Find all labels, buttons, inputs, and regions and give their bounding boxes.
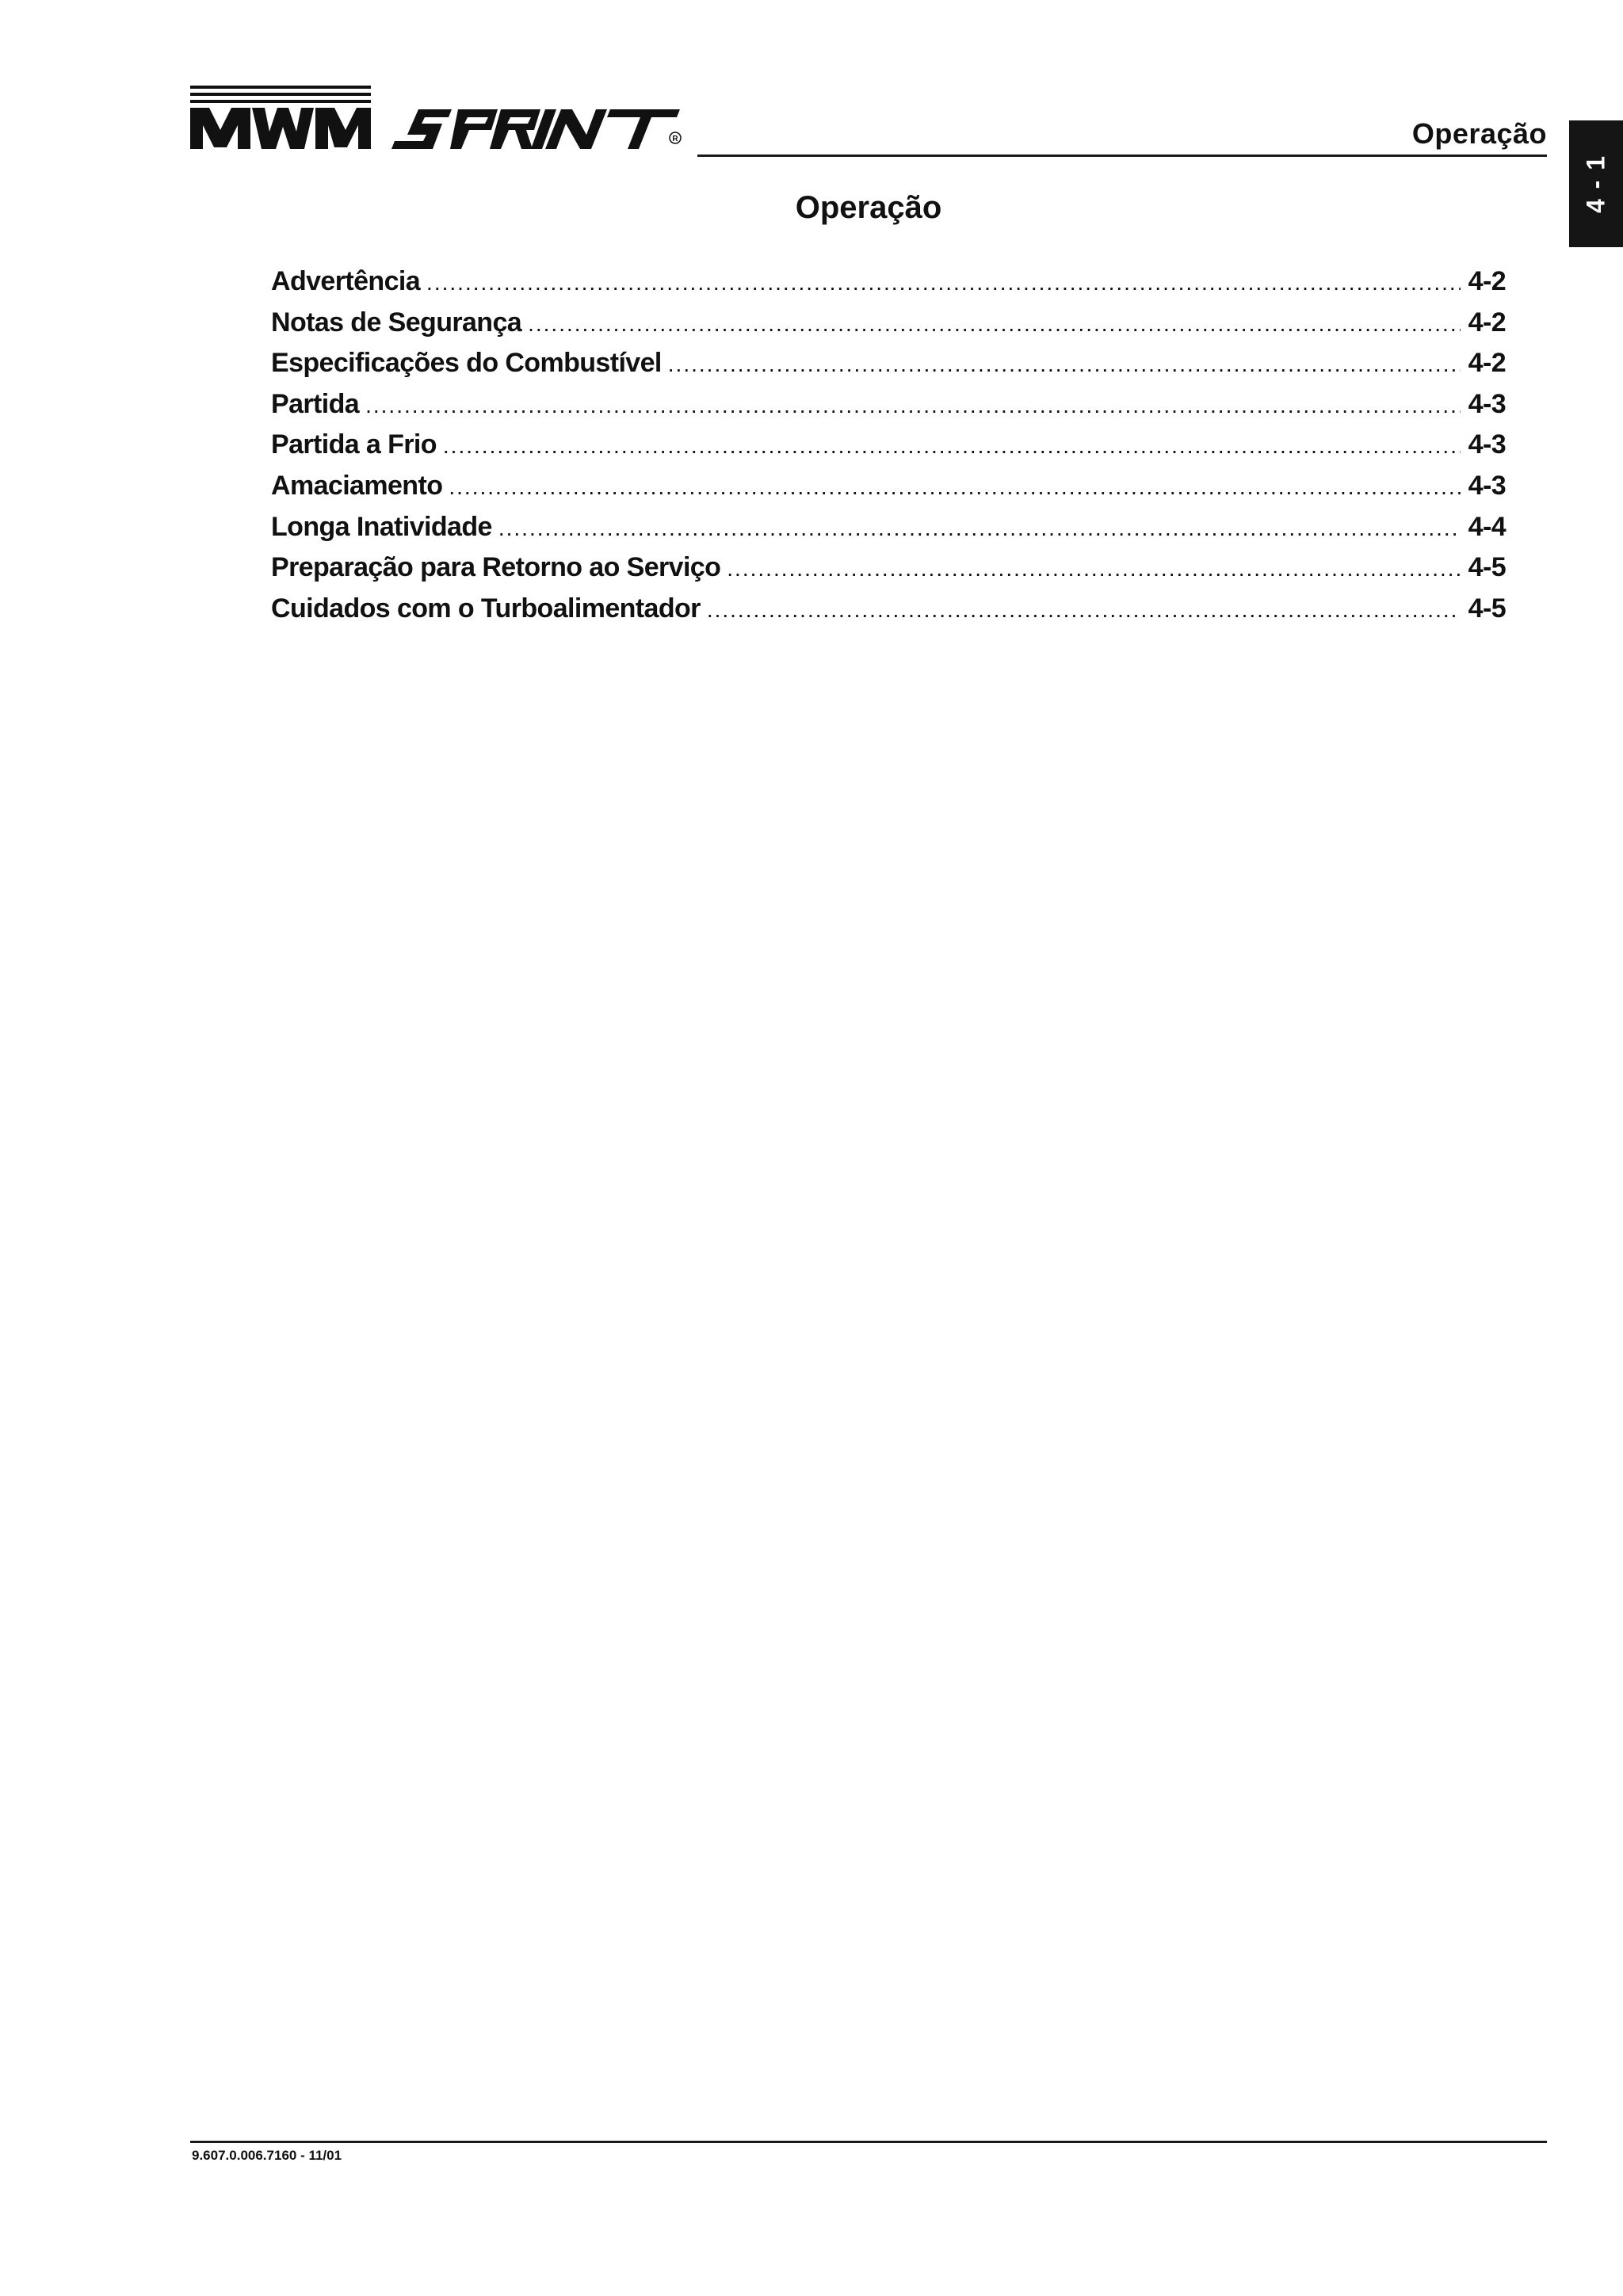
toc-dot-leader (426, 270, 1461, 296)
svg-text:R: R (672, 135, 678, 143)
toc-entry-page: 4-3 (1468, 429, 1506, 460)
toc-entry-title: Preparação para Retorno ao Serviço (271, 552, 721, 583)
toc-entry-title: Notas de Segurança (271, 307, 522, 338)
toc-entry-title: Cuidados com o Turboalimentador (271, 593, 701, 624)
brand-logo (190, 86, 696, 154)
toc-entry-page: 4-4 (1468, 511, 1506, 542)
toc-dot-leader (668, 352, 1461, 377)
toc-entry-page: 4-3 (1468, 388, 1506, 419)
toc-entry-page: 4-2 (1468, 307, 1506, 338)
header-rule (697, 154, 1547, 157)
toc-dot-leader (528, 311, 1461, 337)
toc-entry-page: 4-5 (1468, 593, 1506, 624)
toc-entry-title: Advertência (271, 266, 421, 296)
toc-entry[interactable] (271, 348, 1506, 389)
toc-entry[interactable] (271, 429, 1506, 471)
toc-entry[interactable] (271, 552, 1506, 593)
header-section-title: Operação (1411, 117, 1547, 150)
toc-dot-leader (498, 516, 1461, 541)
chapter-page-number: 4 - 1 (1581, 154, 1610, 214)
toc-entry[interactable] (271, 266, 1506, 307)
toc-entry-title: Partida a Frio (271, 429, 437, 460)
chapter-page-tab (1569, 120, 1623, 247)
toc-dot-leader (365, 393, 1461, 418)
toc-entry-page: 4-2 (1468, 348, 1506, 379)
toc-entry-page: 4-5 (1468, 552, 1506, 583)
toc-dot-leader (727, 556, 1460, 582)
toc-entry[interactable] (271, 389, 1506, 430)
toc-entry-title: Especificações do Combustível (271, 348, 662, 379)
toc-dot-leader (449, 475, 1460, 500)
footer-rule (190, 2141, 1547, 2143)
footer-document-code: 9.607.0.006.7160 - 11/01 (192, 2148, 342, 2163)
toc-entry-page: 4-2 (1468, 266, 1506, 296)
page-title: Operação (795, 190, 942, 225)
toc-entry[interactable] (271, 471, 1506, 512)
toc-entry[interactable] (271, 593, 1506, 635)
toc-entry-title: Partida (271, 388, 360, 419)
toc-dot-leader (443, 433, 1461, 459)
toc-dot-leader (707, 597, 1461, 623)
toc-entry-title: Amaciamento (271, 470, 443, 501)
toc-entry[interactable] (271, 512, 1506, 553)
toc-entry[interactable] (271, 307, 1506, 349)
toc-entry-page: 4-3 (1468, 470, 1506, 501)
table-of-contents (271, 266, 1506, 634)
toc-entry-title: Longa Inatividade (271, 511, 492, 542)
